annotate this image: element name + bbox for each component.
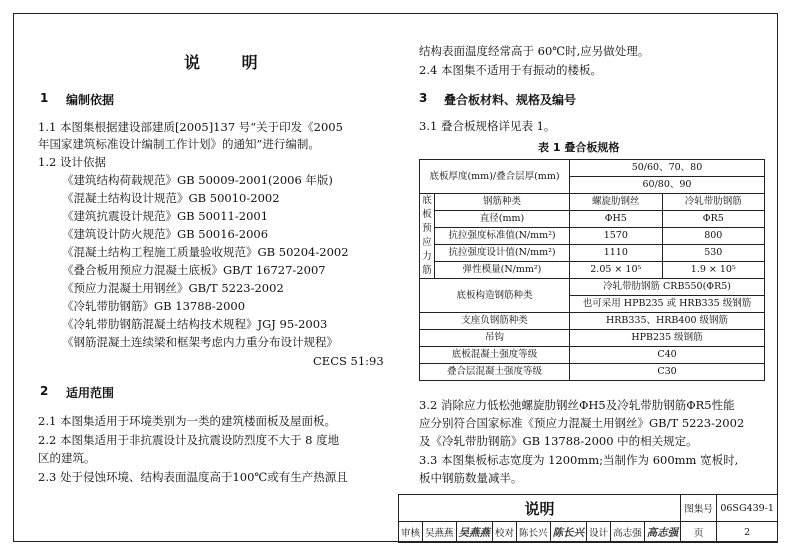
table-row bbox=[420, 211, 765, 228]
table-row bbox=[420, 279, 765, 296]
neg-rebar-label: 支座负钢筋种类 bbox=[420, 313, 570, 330]
proof-label: 校对 bbox=[493, 522, 517, 543]
ref-item: 《叠合板用预应力混凝土底板》GB/T 16727-2007 bbox=[62, 263, 326, 277]
para-3-2-line3: 及《冷轧带肋钢筋》GB 13788-2000 中的相关规定。 bbox=[419, 434, 698, 448]
table-header-cell: 钢筋种类 bbox=[435, 194, 570, 211]
para-3-2-line1: 3.2 消除应力低松弛螺旋肋钢丝ΦH5及冷轧带肋钢筋ΦR5性能 bbox=[419, 398, 735, 412]
atlas-number: 06SG439-1 bbox=[717, 495, 778, 522]
ref-item: 《钢筋混凝土连续梁和框架考虑内力重分布设计规程》 bbox=[62, 335, 338, 349]
ref-item: 《混凝土结构设计规范》GB 50010-2002 bbox=[62, 191, 280, 205]
design-signature: 高志强 bbox=[644, 522, 681, 543]
table-cell: 1570 bbox=[570, 228, 663, 245]
page-label: 页 bbox=[681, 522, 717, 543]
neg-rebar-value: HRB335、HRB400 级钢筋 bbox=[570, 313, 765, 330]
review-signature: 吴燕燕 bbox=[456, 522, 493, 543]
thickness-value-2: 60/80、90 bbox=[570, 177, 765, 194]
proof-name: 陈长兴 bbox=[517, 522, 551, 543]
ref-item: 《建筑抗震设计规范》GB 50011-2001 bbox=[62, 209, 269, 223]
para-2-4: 2.4 本图集不适用于有振动的楼板。 bbox=[419, 63, 602, 77]
thickness-label: 底板厚度(mm)/叠合层厚(mm) bbox=[420, 160, 570, 194]
ref-item: 《混凝土结构工程施工质量验收规范》GB 50204-2002 bbox=[62, 245, 349, 259]
ref-item: 《冷轧带肋钢筋混凝土结构技术规程》JGJ 95-2003 bbox=[62, 317, 328, 331]
page-title: 说 明 bbox=[184, 53, 276, 72]
table-row bbox=[420, 364, 765, 381]
page-number: 2 bbox=[717, 522, 778, 543]
para-3-3-line1: 3.3 本图集板标志宽度为 1200mm;当制作为 600mm 宽板时, bbox=[419, 453, 739, 467]
atlas-label: 图集号 bbox=[681, 495, 717, 522]
table-cell: 直径(mm) bbox=[435, 211, 570, 228]
review-name: 吴燕燕 bbox=[423, 522, 457, 543]
section-2-heading: 适用范围 bbox=[66, 386, 115, 400]
base-rebar-label: 底板构造钢筋种类 bbox=[420, 279, 570, 313]
table-row bbox=[420, 330, 765, 347]
para-3-2-line2: 应分别符合国家标准《预应力混凝土用钢丝》GB/T 5223-2002 bbox=[419, 416, 745, 430]
hook-label: 吊钩 bbox=[420, 330, 570, 347]
table-cell: ΦH5 bbox=[570, 211, 663, 228]
para-1-1-line2: 年国家建筑标准设计编制工作计划》的通知”进行编制。 bbox=[38, 137, 320, 151]
hook-value: HPB235 级钢筋 bbox=[570, 330, 765, 347]
base-rebar-value-1: 冷轧带肋钢筋 CRB550(ΦR5) bbox=[570, 279, 765, 296]
ref-item: 《预应力混凝土用钢丝》GB/T 5223-2002 bbox=[62, 281, 284, 295]
para-2-3-continued: 结构表面温度经常高于 60℃时,应另做处理。 bbox=[419, 44, 650, 58]
table-cell: 800 bbox=[662, 228, 764, 245]
table-cell: 抗拉强度设计值(N/mm²) bbox=[435, 245, 570, 262]
para-2-2-line2: 区的建筑。 bbox=[38, 451, 96, 465]
prestress-side-label: 底 板 预 应 力 筋 bbox=[420, 194, 435, 279]
section-3-heading: 叠合板材料、规格及编号 bbox=[444, 93, 577, 107]
design-label: 设计 bbox=[587, 522, 611, 543]
section-3-number: 3 bbox=[419, 91, 428, 105]
table-cell: 1110 bbox=[570, 245, 663, 262]
para-3-1: 3.1 叠合板规格详见表 1。 bbox=[419, 119, 556, 133]
table-row bbox=[420, 228, 765, 245]
thickness-value-1: 50/60、70、80 bbox=[570, 160, 765, 177]
title-block bbox=[398, 494, 778, 542]
section-1-number: 1 bbox=[40, 91, 49, 105]
para-1-2: 1.2 设计依据 bbox=[38, 155, 106, 169]
para-1-1-line1: 1.1 本图集根据建设部建质[2005]137 号“关于印发《2005 bbox=[38, 120, 343, 134]
title-block-title: 说明 bbox=[399, 495, 681, 522]
top-concrete-label: 叠合层混凝土强度等级 bbox=[420, 364, 570, 381]
bottom-concrete-value: C40 bbox=[570, 347, 765, 364]
table-cell: 抗拉强度标准值(N/mm²) bbox=[435, 228, 570, 245]
section-2-number: 2 bbox=[40, 384, 49, 398]
table-cell: 弹性模量(N/mm²) bbox=[435, 262, 570, 279]
design-name: 高志强 bbox=[611, 522, 645, 543]
para-3-3-line2: 板中钢筋数量减半。 bbox=[419, 471, 523, 485]
table-cell: 2.05 × 10⁵ bbox=[570, 262, 663, 279]
ref-item-continuation: CECS 51:93 bbox=[313, 354, 384, 368]
table-cell: 1.9 × 10⁵ bbox=[662, 262, 764, 279]
review-label: 审核 bbox=[399, 522, 423, 543]
base-rebar-value-2: 也可采用 HPB235 或 HRB335 级钢筋 bbox=[570, 296, 765, 313]
table-header-cell: 螺旋肋钢丝 bbox=[570, 194, 663, 211]
para-2-1: 2.1 本图集适用于环境类别为一类的建筑楼面板及屋面板。 bbox=[38, 414, 336, 428]
para-2-3: 2.3 处于侵蚀环境、结构表面温度高于100℃或有生产热源且 bbox=[38, 470, 348, 484]
bottom-concrete-label: 底板混凝土强度等级 bbox=[420, 347, 570, 364]
proof-signature: 陈长兴 bbox=[550, 522, 587, 543]
ref-item: 《建筑结构荷载规范》GB 50009-2001(2006 年版) bbox=[62, 173, 333, 187]
section-1-heading: 编制依据 bbox=[66, 93, 115, 107]
spec-table bbox=[419, 159, 765, 381]
table-caption: 表 1 叠合板规格 bbox=[538, 141, 620, 154]
ref-item: 《建筑设计防火规范》GB 50016-2006 bbox=[62, 227, 269, 241]
table-row bbox=[420, 262, 765, 279]
table-cell: ΦR5 bbox=[662, 211, 764, 228]
table-header-cell: 冷轧带肋钢筋 bbox=[662, 194, 764, 211]
table-row bbox=[420, 245, 765, 262]
para-2-2-line1: 2.2 本图集适用于非抗震设计及抗震设防烈度不大于 8 度地 bbox=[38, 433, 340, 447]
table-row bbox=[420, 347, 765, 364]
ref-item: 《冷轧带肋钢筋》GB 13788-2000 bbox=[62, 299, 246, 313]
table-cell: 530 bbox=[662, 245, 764, 262]
top-concrete-value: C30 bbox=[570, 364, 765, 381]
table-row bbox=[420, 313, 765, 330]
